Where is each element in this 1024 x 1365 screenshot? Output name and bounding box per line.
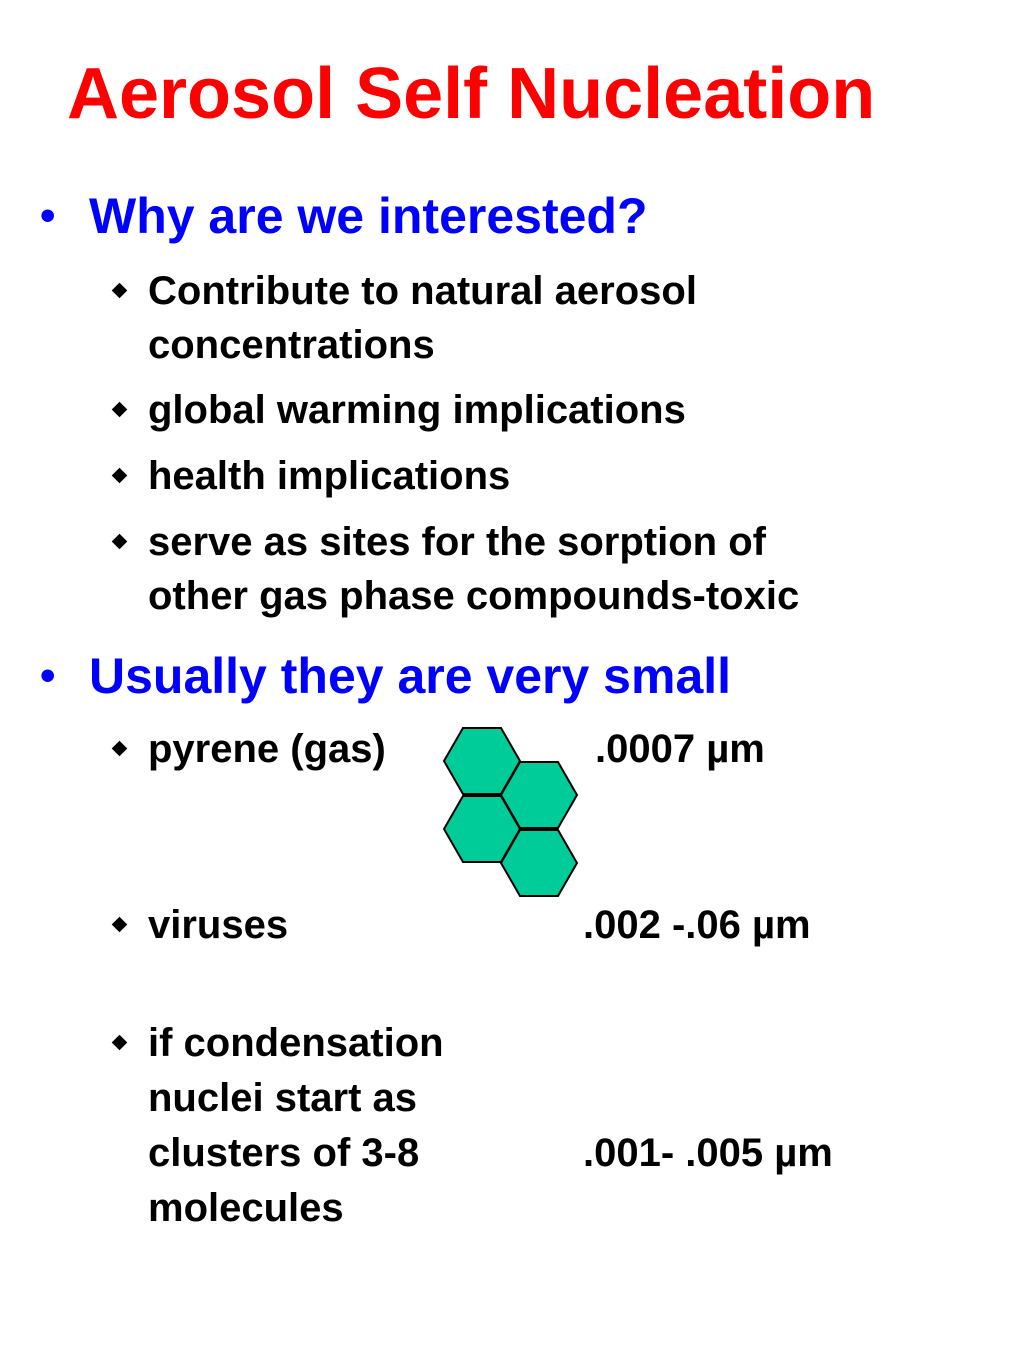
diamond-bullet-icon <box>112 402 128 418</box>
diamond-bullet-icon <box>112 1035 128 1051</box>
slide-title: Aerosol Self Nucleation <box>67 54 876 134</box>
item-condensation-line2: nuclei start as <box>148 1076 418 1120</box>
item-condensation-line3: clusters of 3-8 <box>148 1131 420 1175</box>
diamond-bullet-icon <box>112 283 128 299</box>
item-condensation-size: .001- .005 µm <box>583 1131 833 1175</box>
item-viruses-size: .002 -.06 µm <box>583 903 811 947</box>
diamond-bullet-icon <box>112 468 128 484</box>
item-condensation-line1: if condensation <box>148 1021 444 1065</box>
diamond-bullet-icon <box>112 917 128 933</box>
item-pyrene-size: .0007 µm <box>595 727 765 771</box>
heading-very-small: Usually they are very small <box>89 648 732 704</box>
item-global-warming: global warming implications <box>148 388 686 432</box>
pyrene-molecule-icon <box>436 720 586 900</box>
item-natural-aerosol-line1: Contribute to natural aerosol <box>148 269 697 313</box>
item-sorption-line1: serve as sites for the sorption of <box>148 520 766 564</box>
item-health: health implications <box>148 454 511 498</box>
item-sorption-line2: other gas phase compounds-toxic <box>148 574 800 618</box>
bullet-dot-icon: • <box>40 191 56 240</box>
heading-why-interested: Why are we interested? <box>89 188 648 244</box>
diamond-bullet-icon <box>112 534 128 550</box>
item-viruses-label: viruses <box>148 903 289 947</box>
item-pyrene-label: pyrene (gas) <box>148 727 386 771</box>
diamond-bullet-icon <box>112 741 128 757</box>
item-condensation-line4: molecules <box>148 1186 344 1230</box>
item-natural-aerosol-line2: concentrations <box>148 323 435 367</box>
bullet-dot-icon: • <box>40 651 56 700</box>
